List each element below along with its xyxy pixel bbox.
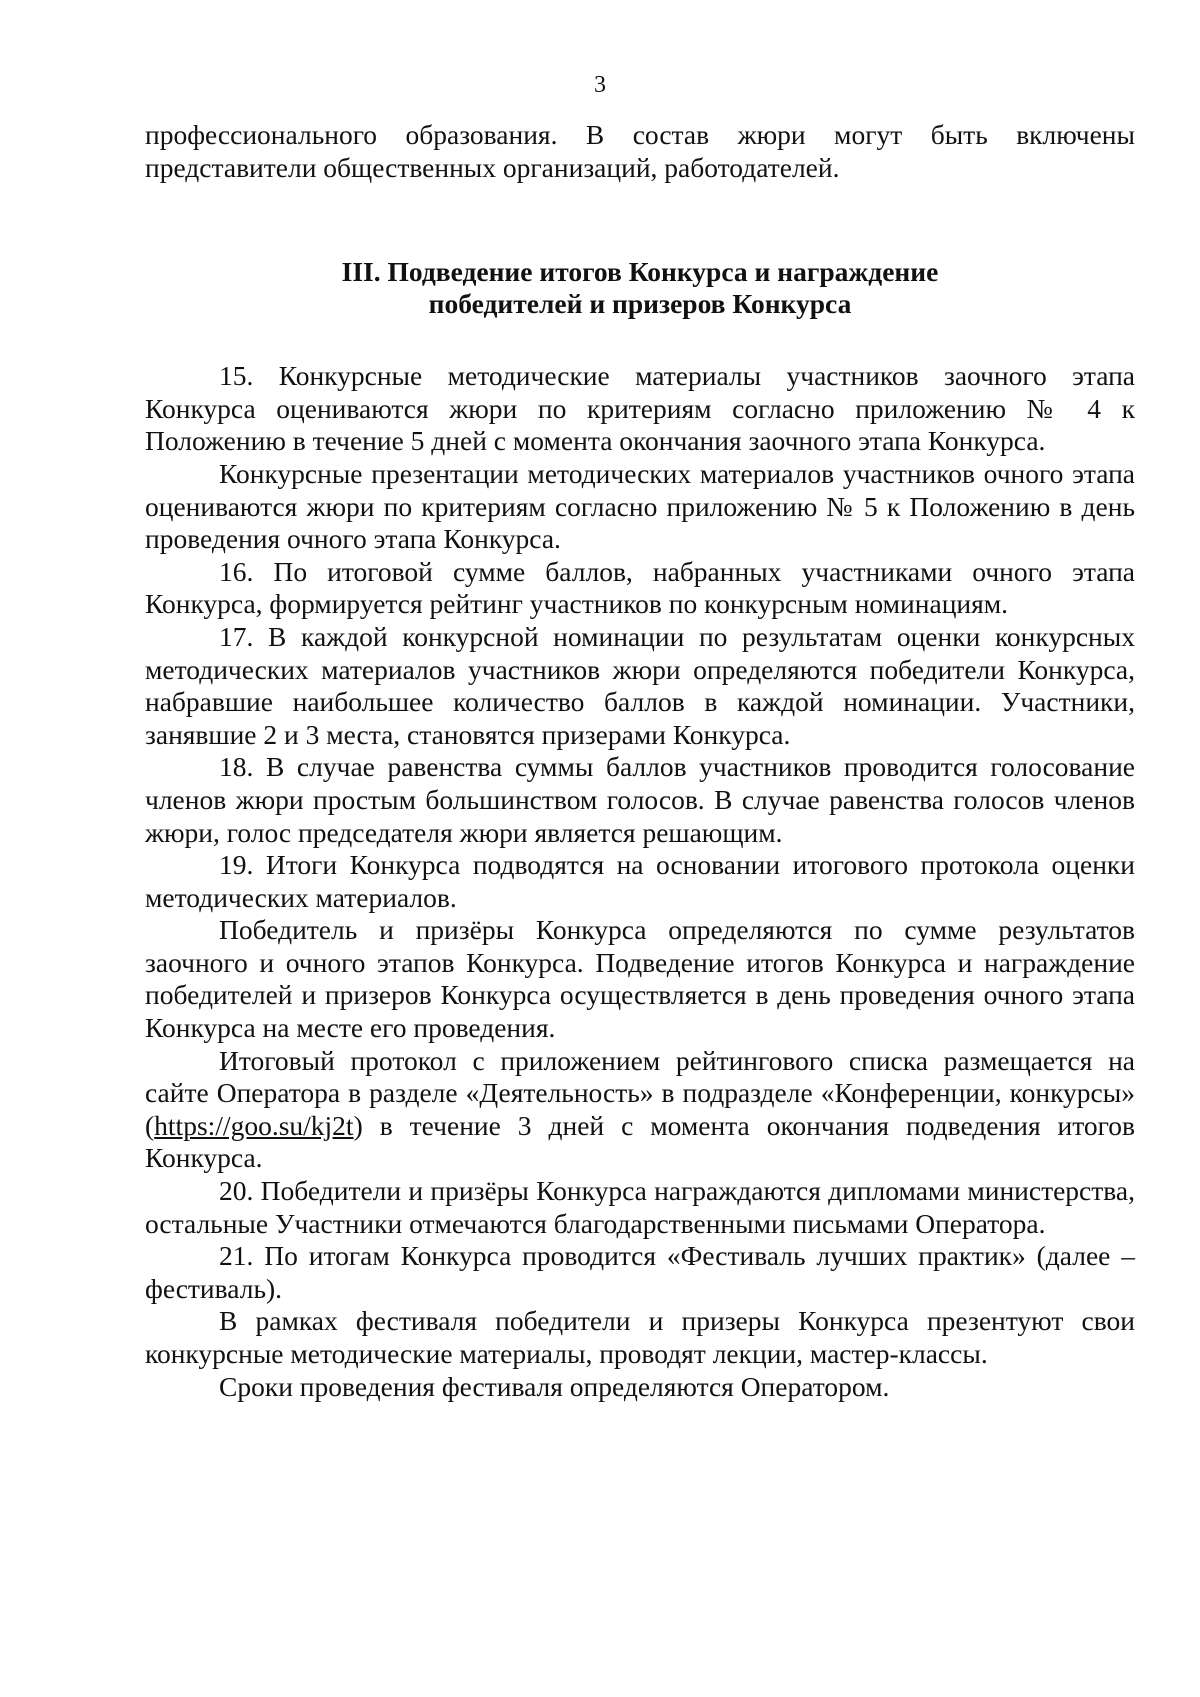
paragraph-20: 20. Победители и призёры Конкурса награждаются дипломами министерства, остальные Участники отмечаются благодарственными письмами Оператора. [145,1175,1135,1239]
section-heading-line1: III. Подведение итогов Конкурса и награждение [341,256,939,288]
paragraph-21-terms: Сроки проведения фестиваля определяются Оператором. [219,1370,890,1402]
section-heading [145,256,1135,320]
paragraph-19-protocol [145,1045,1135,1175]
intro-paragraph: профессионального образования. В состав жюри могут быть включены представители общественных организаций, работодателей. [145,119,1135,183]
paragraph-15-continued: Конкурсные презентации методических материалов участников очного этапа оцениваются жюри по критериям согласно приложению № 5 к Положению в день проведения очного этапа Конкурса. [145,457,1135,555]
paragraph-19-continued: Победитель и призёры Конкурса определяются по сумме результатов заочного и очного этапов Конкурса. Подведение итогов Конкурса и награждение победителей и призеров Конкурса осуществляется в день проведения очного этапа Конкурса на месте его проведения. [145,914,1135,1044]
konkurs-results-link[interactable]: https://goo.su/kj2t [154,1109,354,1141]
paragraph-15: 15. Конкурсные методические материалы участников заочного этапа Конкурса оцениваются жюри по критериям согласно приложению № 4 к Положению в течение 5 дней с момента окончания заочного этапа Конкурса. [145,360,1135,457]
paragraph-17: 17. В каждой конкурсной номинации по результатам оценки конкурсных методических материалов участников жюри определяются победители Конкурса, набравшие наибольшее количество баллов в каждой номинации. Участники, занявшие 2 и 3 места, становятся призерами Конкурса. [145,620,1135,750]
section-heading-line2: победителей и призеров Конкурса [428,288,852,320]
paragraph-16: 16. По итоговой сумме баллов, набранных участниками очного этапа Конкурса, формируется рейтинг участников по конкурсным номинациям. [145,555,1135,620]
paragraph-19: 19. Итоги Конкурса подводятся на основании итогового протокола оценки методических материалов. [145,849,1135,913]
paragraph-18: 18. В случае равенства суммы баллов участников проводится голосование членов жюри простым большинством голосов. В случае равенства голосов членов жюри, голос председателя жюри является решающим. [145,751,1135,848]
protocol-text-after-link: ) в течение 3 дней с момента окончания подведения итогов Конкурса. [145,1109,1135,1174]
paragraph-21-continued: В рамках фестиваля победители и призеры Конкурса презентуют свои конкурсные методические материалы, проводят лекции, мастер-классы. [145,1305,1135,1369]
protocol-text-before-link: Итоговый протокол с приложением рейтингового списка размещается на сайте Оператора в разделе «Деятельность» в подразделе «Конференции, конкурсы» ( [145,1044,1135,1141]
document-body [145,119,1135,1403]
page-number: 3 [594,72,606,98]
paragraph-21: 21. По итогам Конкурса проводится «Фестиваль лучших практик» (далее – фестиваль). [145,1240,1135,1304]
